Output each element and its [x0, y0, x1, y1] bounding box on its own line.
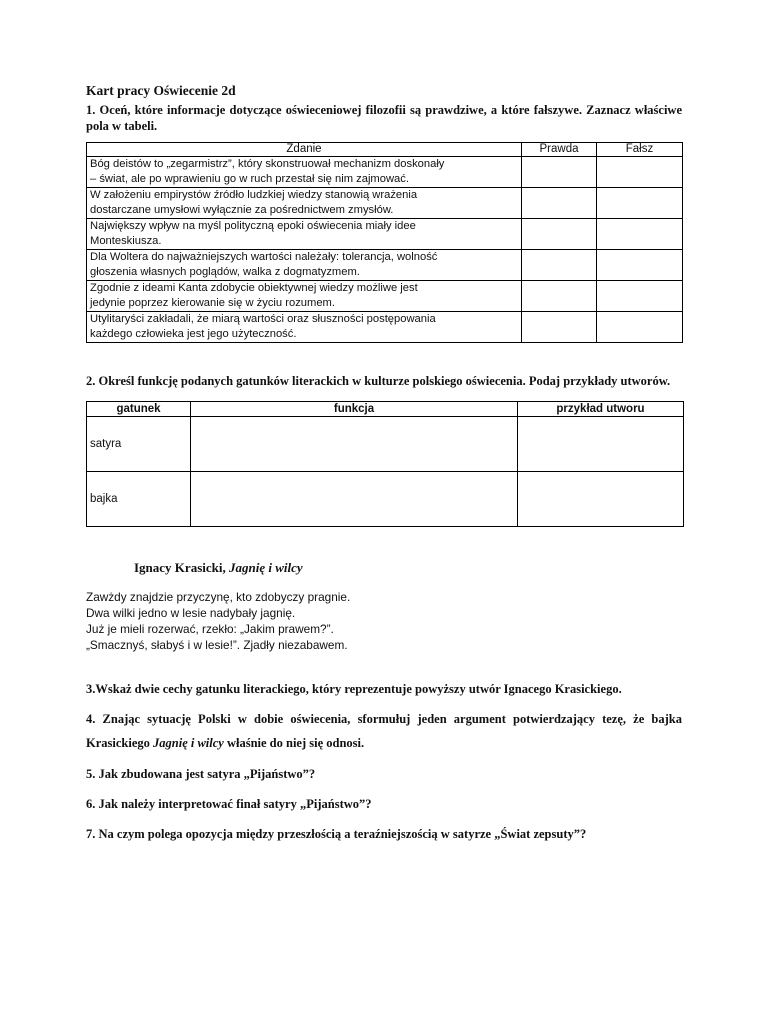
true-answer-cell[interactable]	[522, 281, 597, 312]
column-header-function: funkcja	[191, 402, 518, 417]
table-row	[87, 188, 683, 219]
question-4-text: 4. Znając sytuację Polski w dobie oświecenia, sformułuj jeden argument potwierdzający tezę, że bajka Krasickiego	[86, 712, 682, 750]
table-row	[87, 157, 683, 188]
statement-line: Monteskiusza.	[90, 235, 162, 247]
statement-line: Dla Woltera do najważniejszych wartości należały: tolerancja, wolność	[90, 251, 438, 263]
poem-line: Już je mieli rozerwać, rzekło: „Jakim prawem?”.	[86, 622, 334, 636]
column-header-false: Fałsz	[597, 143, 683, 157]
statement-line: Zgodnie z ideami Kanta zdobycie obiektywnej wiedzy możliwe jest	[90, 282, 418, 294]
false-answer-cell[interactable]	[597, 188, 683, 219]
question-5: 5. Jak zbudowana jest satyra „Pijaństwo”?	[86, 767, 316, 781]
true-false-header-row	[87, 143, 683, 157]
poem-text	[86, 589, 682, 653]
task-1-prompt: 1. Oceń, które informacje dotyczące oświeceniowej filozofii są prawdziwe, a które fałszywe. Zaznacz właściwe pola w tabeli.	[86, 103, 682, 133]
poem-author: Ignacy Krasicki,	[134, 560, 229, 575]
true-answer-cell[interactable]	[522, 312, 597, 343]
statement-cell	[87, 188, 522, 219]
statement-line: głoszenia własnych poglądów, walka z dogmatyzmem.	[90, 266, 360, 278]
function-answer-cell[interactable]	[191, 472, 518, 527]
example-answer-cell[interactable]	[518, 472, 684, 527]
statement-cell	[87, 312, 522, 343]
statement-line: jedynie poprzez kierowanie się w życiu rozumem.	[90, 297, 335, 309]
statement-line: Utylitaryści zakładali, że miarą wartości oraz słuszności postępowania	[90, 313, 436, 325]
column-header-genre: gatunek	[87, 402, 191, 417]
true-answer-cell[interactable]	[522, 188, 597, 219]
genre-cell: satyra	[87, 417, 191, 472]
false-answer-cell[interactable]	[597, 281, 683, 312]
true-answer-cell[interactable]	[522, 157, 597, 188]
statement-line: W założeniu empirystów źródło ludzkiej wiedzy stanowią wrażenia	[90, 189, 418, 201]
statement-line: dostarczane umysłowi wyłącznie za pośrednictwem zmysłów.	[90, 204, 394, 216]
worksheet	[86, 82, 682, 846]
function-answer-cell[interactable]	[191, 417, 518, 472]
poem-line: Zawżdy znajdzie przyczynę, kto zdobyczy pragnie.	[86, 590, 351, 604]
table-row	[87, 472, 684, 527]
genre-header-row	[87, 402, 684, 417]
question-4	[86, 707, 682, 755]
task-2-prompt: 2. Określ funkcję podanych gatunków literackich w kulturze polskiego oświecenia. Podaj przykłady utworów.	[86, 374, 671, 388]
example-answer-cell[interactable]	[518, 417, 684, 472]
question-6: 6. Jak należy interpretować finał satyry „Pijaństwo”?	[86, 797, 372, 811]
table-row	[87, 250, 683, 281]
statement-line: – świat, ale po wprawieniu go w ruch przestał się nim zajmować.	[90, 173, 409, 185]
true-false-table	[86, 142, 683, 343]
poem-heading	[134, 559, 682, 576]
statement-cell	[87, 250, 522, 281]
question-4-title: Jagnię i wilcy	[153, 736, 224, 750]
statement-line: każdego człowieka jest jego użyteczność.	[90, 328, 297, 340]
table-row	[87, 219, 683, 250]
column-header-statement: Zdanie	[87, 143, 522, 157]
statement-cell	[87, 281, 522, 312]
poem-line: „Smacznyś, słabyś i w lesie!”. Zjadły niezabawem.	[86, 638, 348, 652]
true-answer-cell[interactable]	[522, 250, 597, 281]
false-answer-cell[interactable]	[597, 312, 683, 343]
statement-line: Bóg deistów to „zegarmistrz”, który skonstruował mechanizm doskonały	[90, 158, 445, 170]
question-3: 3.Wskaż dwie cechy gatunku literackiego, który reprezentuje powyższy utwór Ignacego Krasickiego.	[86, 682, 622, 696]
question-7: 7. Na czym polega opozycja między przeszłością a teraźniejszością w satyrze „Świat zepsuty”?	[86, 827, 587, 841]
poem-line: Dwa wilki jedno w lesie nadybały jagnię.	[86, 606, 296, 620]
false-answer-cell[interactable]	[597, 219, 683, 250]
statement-cell	[87, 157, 522, 188]
false-answer-cell[interactable]	[597, 157, 683, 188]
column-header-true: Prawda	[522, 143, 597, 157]
table-row	[87, 312, 683, 343]
table-row	[87, 417, 684, 472]
table-row	[87, 281, 683, 312]
worksheet-title: Kart pracy Oświecenie 2d	[86, 83, 236, 98]
statement-cell	[87, 219, 522, 250]
column-header-example: przykład utworu	[518, 402, 684, 417]
genre-cell: bajka	[87, 472, 191, 527]
genre-function-table	[86, 401, 684, 527]
true-answer-cell[interactable]	[522, 219, 597, 250]
question-4-text-end: właśnie do niej się odnosi.	[223, 736, 365, 750]
statement-line: Największy wpływ na myśl polityczną epoki oświecenia miały idee	[90, 220, 416, 232]
false-answer-cell[interactable]	[597, 250, 683, 281]
poem-title: Jagnię i wilcy	[228, 560, 303, 575]
